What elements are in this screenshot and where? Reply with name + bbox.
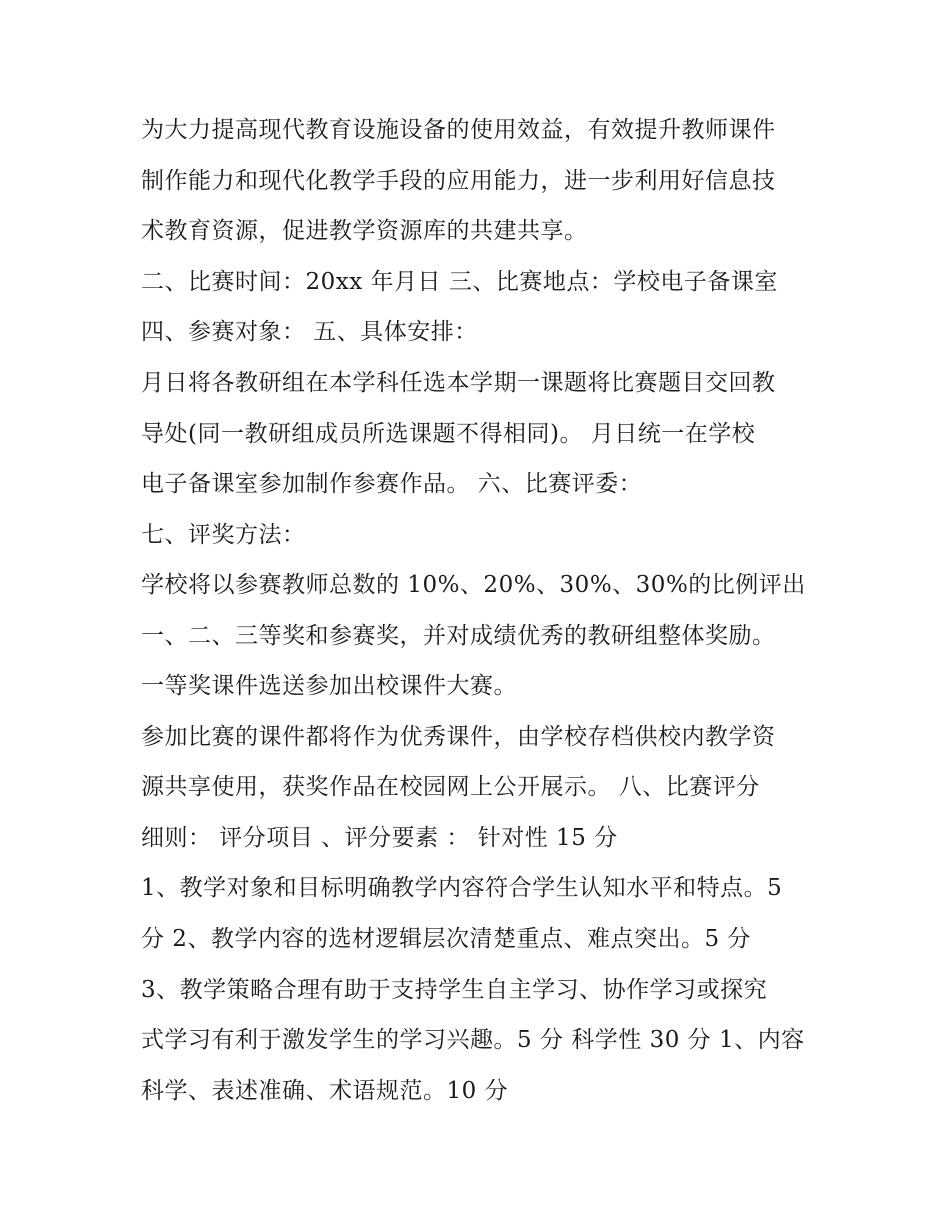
text-line: 二、比赛时间：20xx 年月日 三、比赛地点：学校电子备课室 bbox=[141, 269, 778, 295]
text-line: 术教育资源，促进教学资源库的共建共享。 bbox=[141, 218, 588, 244]
text-line: 1、教学对象和目标明确教学内容符合学生认知水平和特点。5 bbox=[141, 875, 783, 901]
text-line: 为大力提高现代教育设施设备的使用效益，有效提升教师课件 bbox=[141, 117, 776, 143]
text-line: 分 2、教学内容的选材逻辑层次清楚重点、难点突出。5 分 bbox=[141, 926, 751, 952]
text-line: 参加比赛的课件都将作为优秀课件，由学校存档供校内教学资 bbox=[141, 724, 776, 750]
text-line: 源共享使用，获奖作品在校园网上公开展示。 八、比赛评分 bbox=[141, 774, 760, 800]
text-line: 细则： 评分项目 、评分要素 ： 针对性 15 分 bbox=[141, 825, 618, 851]
text-line: 七、评奖方法： bbox=[141, 522, 306, 548]
text-line: 3、教学策略合理有助于支持学生自主学习、协作学习或探究 bbox=[141, 977, 768, 1003]
text-line: 四、参赛对象： 五、具体安排： bbox=[141, 319, 478, 345]
text-line: 导处(同一教研组成员所选课题不得相同)。 月日统一在学校 bbox=[141, 421, 756, 447]
text-line: 式学习有利于激发学生的学习兴趣。5 分 科学性 30 分 1、内容 bbox=[141, 1027, 805, 1053]
text-line: 一、二、三等奖和参赛奖，并对成绩优秀的教研组整体奖励。 bbox=[141, 623, 776, 649]
text-line: 学校将以参赛教师总数的 10%、20%、30%、30%的比例评出 bbox=[141, 572, 806, 598]
text-line: 月日将各教研组在本学科任选本学期一课题将比赛题目交回教 bbox=[141, 370, 776, 396]
text-line: 电子备课室参加制作参赛作品。 六、比赛评委： bbox=[141, 471, 643, 497]
text-line: 科学、表述准确、术语规范。10 分 bbox=[141, 1078, 509, 1104]
text-line: 制作能力和现代化教学手段的应用能力，进一步利用好信息技 bbox=[141, 168, 776, 194]
text-line: 一等奖课件选送参加出校课件大赛。 bbox=[141, 673, 517, 699]
